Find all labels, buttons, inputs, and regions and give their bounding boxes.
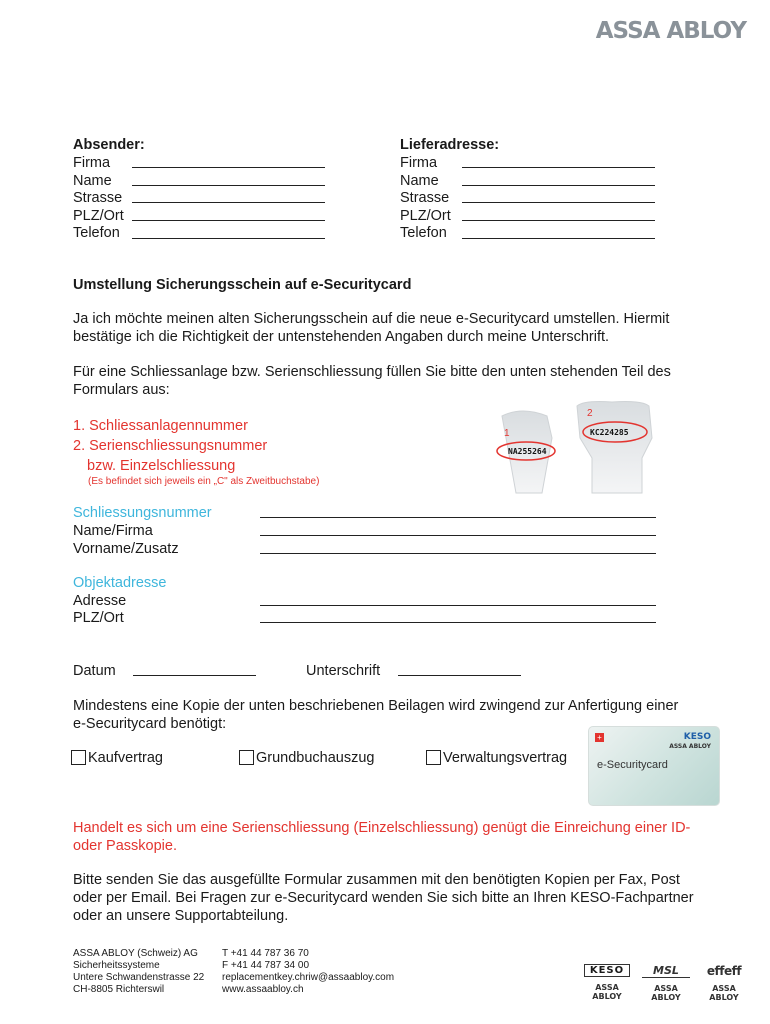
delivery-name-field[interactable] xyxy=(462,185,655,186)
footer-website-link[interactable]: www.assaabloy.ch xyxy=(222,984,304,995)
assa-abloy-logo: ASSA ABLOY xyxy=(595,18,746,44)
delivery-plz-field[interactable] xyxy=(462,220,655,221)
checkbox-verwaltungsvertrag-box[interactable] xyxy=(426,750,441,765)
signature-field[interactable] xyxy=(398,675,521,676)
closing-label-name: Name/Firma xyxy=(73,523,153,539)
checkbox-grundbuchauszug-box[interactable] xyxy=(239,750,254,765)
number-list xyxy=(73,416,267,476)
sender-firma-field[interactable] xyxy=(132,167,325,168)
object-label-plz: PLZ/Ort xyxy=(73,610,124,626)
signature-label: Unterschrift xyxy=(306,663,381,679)
footer-address-line: CH-8805 Richterswil xyxy=(73,984,165,995)
msl-logo-name: MSL xyxy=(642,964,690,978)
card-brand: KESO xyxy=(683,732,711,742)
card-name: e-Securitycard xyxy=(597,759,668,771)
footer-email-link[interactable]: replacementkey.chriw@assaabloy.com xyxy=(222,972,395,983)
object-title: Objektadresse xyxy=(73,575,167,591)
footer-address xyxy=(73,948,204,996)
date-field[interactable] xyxy=(133,675,256,676)
send-info-text: Bitte senden Sie das ausgefüllte Formular zusammen mit den benötigten Kopien per Fax, Post oder per Email. Bei Fragen zur e-Securitycard wenden Sie sich bitte an Ihren KESO-Fachpartner oder an unsere Supportabteilung. xyxy=(73,872,694,924)
list-item-2b: bzw. Einzelschliessung xyxy=(87,458,236,474)
sender-label-telefon: Telefon xyxy=(73,225,120,241)
checkbox-grundbuchauszug[interactable] xyxy=(239,749,375,767)
e-securitycard-image xyxy=(588,726,720,806)
sender-telefon-field[interactable] xyxy=(132,238,325,239)
checkbox-kaufvertrag-label: Kaufvertrag xyxy=(88,750,163,766)
footer-fax: F +41 44 787 34 00 xyxy=(222,960,310,971)
footer-contact xyxy=(222,948,394,996)
object-plz-field[interactable] xyxy=(260,622,656,623)
checkbox-verwaltungsvertrag[interactable] xyxy=(426,749,567,767)
sender-fields xyxy=(73,155,124,243)
closing-name-field[interactable] xyxy=(260,535,656,536)
requirement-text: Mindestens eine Kopie der unten beschriebenen Beilagen wird zwingend zur Anfertigung einer e-Securitycard benötigt: xyxy=(73,698,679,732)
closing-title: Schliessungsnummer xyxy=(73,505,212,521)
key-1-code: NA255264 xyxy=(508,447,547,456)
list-item-1: 1. Schliessanlagennummer xyxy=(73,418,248,434)
checkbox-kaufvertrag-box[interactable] xyxy=(71,750,86,765)
key-illustration xyxy=(492,398,662,498)
footer-address-line: Sicherheitssysteme xyxy=(73,960,160,971)
checkbox-kaufvertrag[interactable] xyxy=(71,749,163,767)
delivery-label-plz: PLZ/Ort xyxy=(400,207,451,224)
delivery-label-strasse: Strasse xyxy=(400,190,450,206)
footer-address-line: ASSA ABLOY (Schweiz) AG xyxy=(73,948,198,959)
closing-vorname-field[interactable] xyxy=(260,553,656,554)
delivery-fields xyxy=(400,155,451,243)
msl-logo xyxy=(642,964,690,1002)
sender-label-plz: PLZ/Ort xyxy=(73,207,124,224)
sender-label-strasse: Strasse xyxy=(73,190,123,206)
keso-logo-name: KESO xyxy=(584,964,630,977)
effeff-logo xyxy=(700,964,748,1002)
delivery-label-firma: Firma xyxy=(400,155,438,171)
sender-name-field[interactable] xyxy=(132,185,325,186)
delivery-label-name: Name xyxy=(400,172,439,189)
card-brand-sub: ASSA ABLOY xyxy=(669,743,711,750)
list-item-2: 2. Serienschliessungsnummer xyxy=(73,438,268,454)
instruction-text: Für eine Schliessanlage bzw. Serienschliessung füllen Sie bitte den unten stehenden Teil des Formulars aus: xyxy=(73,364,671,398)
key-2-label: 2 xyxy=(587,408,593,419)
footer-address-line: Untere Schwandenstrasse 22 xyxy=(73,972,205,983)
sender-label-name: Name xyxy=(73,172,112,189)
key-2-code: KC224285 xyxy=(590,428,629,437)
delivery-label-telefon: Telefon xyxy=(400,225,447,241)
key-1-label: 1 xyxy=(504,428,510,439)
sender-label-firma: Firma xyxy=(73,155,111,171)
sender-strasse-field[interactable] xyxy=(132,202,325,203)
keso-logo xyxy=(584,964,630,1001)
date-label: Datum xyxy=(73,663,116,679)
section-title: Umstellung Sicherungsschein auf e-Securitycard xyxy=(73,277,412,293)
object-adresse-field[interactable] xyxy=(260,605,656,606)
footer-phone: T +41 44 787 36 70 xyxy=(222,948,309,959)
warning-text: Handelt es sich um eine Serienschliessung (Einzelschliessung) genügt die Einreichung einer ID- oder Passkopie. xyxy=(73,820,691,854)
sender-title: Absender: xyxy=(73,137,145,153)
list-note: (Es befindet sich jeweils ein „C" als Zweitbuchstabe) xyxy=(88,476,320,487)
delivery-strasse-field[interactable] xyxy=(462,202,655,203)
effeff-logo-name: effeff xyxy=(706,964,742,978)
msl-logo-sub: ASSA ABLOY xyxy=(651,984,681,1002)
delivery-telefon-field[interactable] xyxy=(462,238,655,239)
delivery-firma-field[interactable] xyxy=(462,167,655,168)
effeff-logo-sub: ASSA ABLOY xyxy=(709,984,739,1002)
object-label-adresse: Adresse xyxy=(73,593,127,609)
sender-plz-field[interactable] xyxy=(132,220,325,221)
keso-logo-sub: ASSA ABLOY xyxy=(592,983,622,1001)
closing-number-field[interactable] xyxy=(260,517,656,518)
checkbox-verwaltungsvertrag-label: Verwaltungsvertrag xyxy=(443,750,568,766)
intro-text: Ja ich möchte meinen alten Sicherungsschein auf die neue e-Securitycard umstellen. Hiermit bestätige ich die Richtigkeit der untenstehenden Angaben durch meine Unterschrift. xyxy=(73,311,670,345)
closing-label-vorname: Vorname/Zusatz xyxy=(73,541,179,557)
delivery-title: Lieferadresse: xyxy=(400,137,500,153)
checkbox-grundbuchauszug-label: Grundbuchauszug xyxy=(256,750,375,766)
swiss-flag-icon: + xyxy=(595,733,604,742)
